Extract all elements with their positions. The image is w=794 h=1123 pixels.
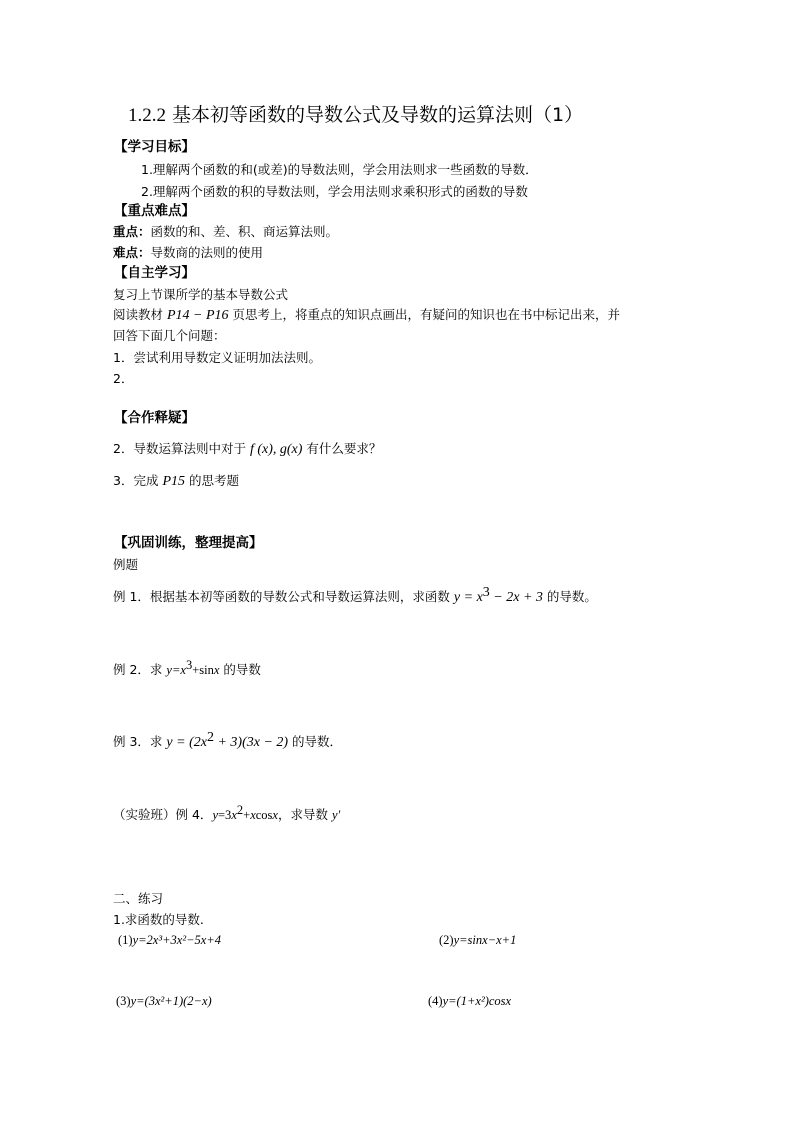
key-points-heading: 【重点难点】 xyxy=(114,203,195,219)
ex3-pre: 例 3．求 xyxy=(113,734,167,749)
question-1: 1．尝试利用导数定义证明加法法则。 xyxy=(113,350,321,365)
ex3-exp: 2 xyxy=(206,730,214,745)
cooperation-question-2 xyxy=(113,441,381,459)
difficulty-line xyxy=(113,245,263,260)
ex4-f: cos xyxy=(255,808,273,822)
practice-item-3 xyxy=(116,994,212,1009)
ex1-post: 的导数。 xyxy=(542,589,597,604)
consolidation-heading: 【巩固训练，整理提高】 xyxy=(114,535,263,551)
p3-label: (3) xyxy=(116,994,131,1008)
ex4-b: =3 xyxy=(218,808,232,822)
question-2: 2． xyxy=(113,371,134,386)
practice-task: 1.求函数的导数. xyxy=(113,912,204,927)
difficulty-text: 导数商的法则的使用 xyxy=(150,245,264,260)
ex2-b: +sin xyxy=(192,663,214,677)
example-2 xyxy=(113,658,261,678)
ex1-math-a: y = x xyxy=(453,590,483,605)
ex2-post: 的导数 xyxy=(219,662,261,677)
focus-text: 函数的和、差、积、商运算法则。 xyxy=(150,224,339,239)
reading-pre: 阅读教材 xyxy=(113,307,167,322)
coop-q3-pre: 3．完成 xyxy=(113,473,163,488)
practice-item-4 xyxy=(428,994,511,1009)
title-number: 1.2.2 xyxy=(128,105,166,126)
ex4-e: x xyxy=(250,808,256,822)
ex4-pre: （实验班）例 4． xyxy=(113,807,213,822)
reading-post: 页思考上，将重点的知识点画出，有疑问的知识也在书中标记出来，并 xyxy=(228,307,621,322)
ex2-pre: 例 2．求 xyxy=(113,662,167,677)
title-text: 基本初等函数的导数公式及导数的运算法则（1） xyxy=(166,104,584,126)
practice-item-2 xyxy=(439,933,516,948)
cooperation-question-3 xyxy=(113,473,239,491)
ex4-a: y xyxy=(212,808,218,822)
p2-label: (2) xyxy=(439,933,454,947)
ex3-a: y = (2x xyxy=(166,735,207,750)
ex4-d: + xyxy=(243,808,251,822)
ex1-pre: 例 1．根据基本初等函数的导数公式和导数运算法则，求函数 xyxy=(113,589,454,604)
ex2-exp: 3 xyxy=(185,658,193,672)
objectives-heading: 【学习目标】 xyxy=(114,139,195,155)
p1-label: (1) xyxy=(118,933,133,947)
p3-expr: y=(3x²+1)(2−x) xyxy=(130,994,212,1008)
objective-item-2: 2.理解两个函数的积的导数法则，学会用法则求乘积形式的函数的导数 xyxy=(141,184,528,199)
ex4-g: x xyxy=(272,808,278,822)
p2-expr: y=sinx−x+1 xyxy=(453,933,517,947)
ex4-exp: 2 xyxy=(236,803,244,817)
practice-item-1 xyxy=(118,933,221,948)
ex3-post: 的导数． xyxy=(288,734,343,749)
focus-line xyxy=(113,224,338,239)
ex4-h: y′ xyxy=(331,808,341,822)
examples-label: 例题 xyxy=(113,557,139,572)
example-1 xyxy=(113,585,597,607)
review-line: 复习上节课所学的基本导数公式 xyxy=(113,287,289,302)
p4-expr: y=(1+x²)cosx xyxy=(442,994,512,1008)
reading-continuation: 回答下面几个问题： xyxy=(113,328,226,343)
ex1-math-b: − 2x + 3 xyxy=(489,590,543,605)
coop-q2-pre: 2．导数运算法则中对于 xyxy=(113,441,250,456)
coop-q3-math: P15 xyxy=(162,474,185,489)
practice-heading: 二、练习 xyxy=(113,891,164,906)
objective-item-1: 1.理解两个函数的和(或差)的导数法则，学会用法则求一些函数的导数． xyxy=(141,162,538,177)
reading-line xyxy=(113,307,620,325)
p1-expr: y=2x³+3x²−5x+4 xyxy=(132,933,222,947)
ex4-c: x xyxy=(231,808,237,822)
ex3-b: + 3)(3x − 2) xyxy=(213,735,289,750)
self-study-heading: 【自主学习】 xyxy=(114,265,195,281)
coop-q3-post: 的思考题 xyxy=(185,473,239,488)
p4-label: (4) xyxy=(428,994,443,1008)
reading-range: P14 − P16 xyxy=(166,308,229,323)
ex2-a: y=x xyxy=(166,663,186,677)
coop-q2-math: f (x), g(x) xyxy=(249,442,303,457)
example-4 xyxy=(113,803,341,823)
difficulty-label: 难点： xyxy=(113,245,151,260)
cooperation-heading: 【合作释疑】 xyxy=(114,410,195,426)
ex2-c: x xyxy=(213,663,220,677)
focus-label: 重点： xyxy=(113,224,151,239)
example-3 xyxy=(113,730,343,752)
ex4-post: ，求导数 xyxy=(277,807,332,822)
page-title xyxy=(128,104,583,128)
ex1-math-exp: 3 xyxy=(482,585,490,600)
coop-q2-post: 有什么要求？ xyxy=(302,441,382,456)
